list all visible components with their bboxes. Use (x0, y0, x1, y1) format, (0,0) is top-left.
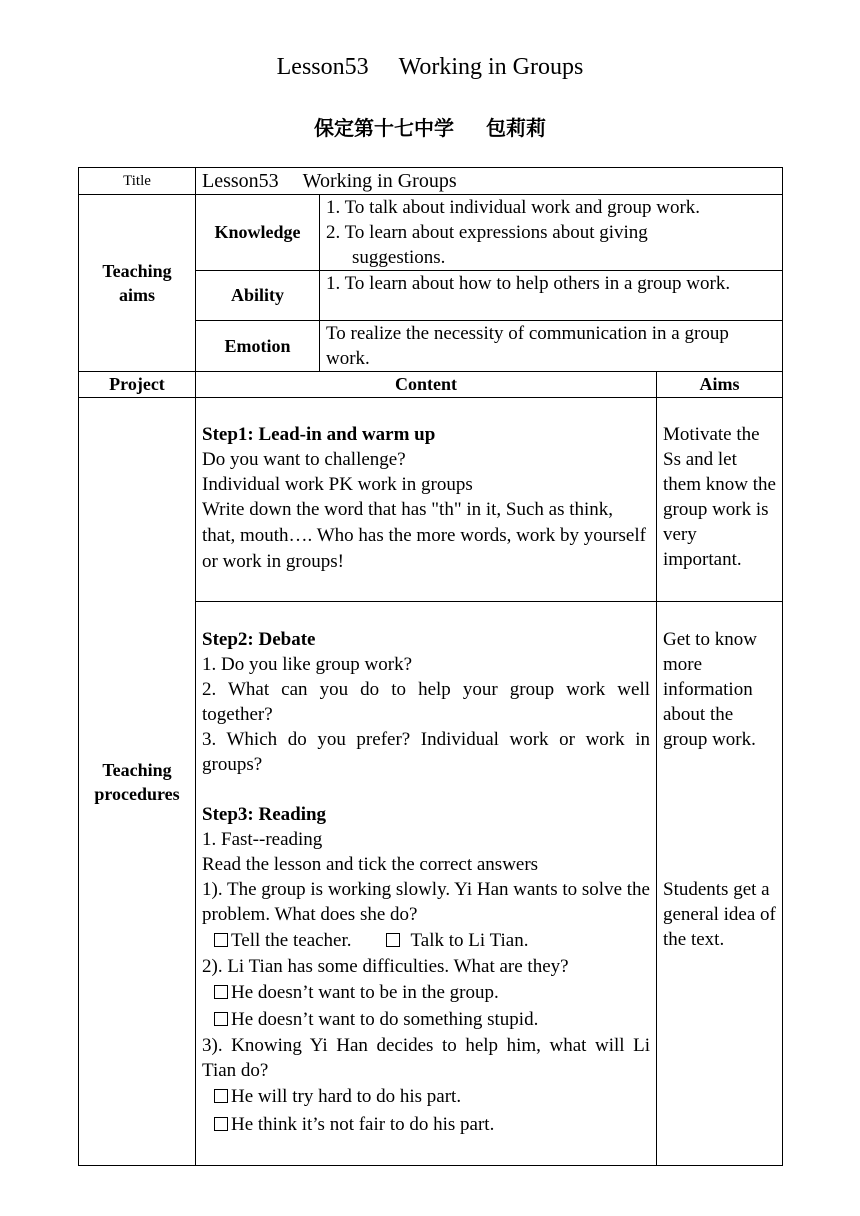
aims-header: Aims (657, 372, 783, 398)
checkbox-icon[interactable] (214, 1089, 228, 1103)
step1-title: Step1: Lead-in and warm up (202, 424, 436, 445)
teaching-procedures-label: Teaching procedures (79, 398, 196, 1166)
step3-title: Step3: Reading (202, 804, 327, 825)
emotion-text: To realize the necessity of communication in a group work. (320, 321, 783, 372)
step3-question-3: 3). Knowing Yi Han decides to help him, what will Li Tian do? (202, 1035, 650, 1081)
ability-text: 1. To learn about how to help others in a group work. (320, 271, 783, 321)
title-lesson: Lesson53 (276, 54, 369, 80)
knowledge-item-2: 2. To learn about expressions about giving (326, 222, 648, 243)
title-row (79, 168, 783, 195)
project-header: Project (79, 372, 196, 398)
step3-q1-option-1: Tell the teacher. (231, 930, 352, 951)
step2-aim: Get to know more information about the group work. (663, 629, 757, 750)
knowledge-item-2-cont: suggestions. (352, 247, 446, 268)
checkbox-icon[interactable] (386, 933, 400, 947)
step3-q1-option-2: Talk to Li Tian. (410, 930, 529, 951)
step3-aim: Students get a general idea of the text. (663, 879, 776, 950)
step3-q2-option-2: He doesn’t want to do something stupid. (231, 1009, 539, 1030)
step1-line-3: Write down the word that has "th" in it, Such as think, that, mouth…. Who has the more words, work by yourself or work in groups! (202, 499, 646, 572)
lesson-plan-table (78, 167, 783, 1166)
step3-q2-option-1-row (202, 979, 650, 1006)
step3-question-1: 1). The group is working slowly. Yi Han wants to solve the problem. What does she do? (202, 879, 650, 925)
school-name: 保定第十七中学 (314, 116, 454, 140)
step3-q3-option-2-row (202, 1111, 650, 1139)
procedure-header-row (79, 372, 783, 398)
step3-q3-option-2: He think it’s not fair to do his part. (231, 1114, 495, 1135)
knowledge-label: Knowledge (196, 195, 320, 271)
step3-q2-option-1: He doesn’t want to be in the group. (231, 982, 499, 1003)
content-header: Content (196, 372, 657, 398)
step3-q3-option-1-row (202, 1083, 650, 1111)
step3-q2-option-2-row (202, 1006, 650, 1033)
title-topic: Working in Groups (398, 54, 584, 80)
step1-line-2: Individual work PK work in groups (202, 474, 473, 495)
title-label: Title (79, 168, 196, 195)
step3-instruction: Read the lesson and tick the correct answers (202, 854, 539, 875)
checkbox-icon[interactable] (214, 1012, 228, 1026)
teacher-name: 包莉莉 (486, 116, 546, 140)
step3-question-1-options (202, 927, 650, 954)
step2-question-3: 3. Which do you prefer? Individual work or work in groups? (202, 729, 650, 775)
knowledge-text (320, 195, 783, 271)
checkbox-icon[interactable] (214, 1117, 228, 1131)
knowledge-item-1: 1. To talk about individual work and group work. (326, 197, 701, 218)
step2-question-1: 1. Do you like group work? (202, 654, 413, 675)
step1-line-1: Do you want to challenge? (202, 449, 406, 470)
step3-question-2: 2). Li Tian has some difficulties. What are they? (202, 956, 569, 977)
emotion-label: Emotion (196, 321, 320, 372)
document-author-line (0, 112, 860, 141)
title-value (196, 168, 783, 195)
step2-title: Step2: Debate (202, 629, 316, 650)
step1-content (196, 398, 657, 602)
title-value-lesson: Lesson53 (202, 169, 279, 192)
ability-label: Ability (196, 271, 320, 321)
step2-3-content (196, 602, 657, 1166)
step3-q3-option-1: He will try hard to do his part. (231, 1086, 462, 1107)
checkbox-icon[interactable] (214, 985, 228, 999)
title-value-topic: Working in Groups (302, 169, 457, 192)
checkbox-icon[interactable] (214, 933, 228, 947)
step2-question-2: 2. What can you do to help your group work well together? (202, 679, 650, 725)
step2-3-aims (657, 602, 783, 1166)
document-title (0, 54, 860, 81)
knowledge-row (79, 195, 783, 271)
step3-subtitle: 1. Fast--reading (202, 829, 323, 850)
teaching-aims-label: Teaching aims (79, 195, 196, 372)
step1-row (79, 398, 783, 602)
step1-aim: Motivate the Ss and let them know the group work is very important. (657, 398, 783, 602)
